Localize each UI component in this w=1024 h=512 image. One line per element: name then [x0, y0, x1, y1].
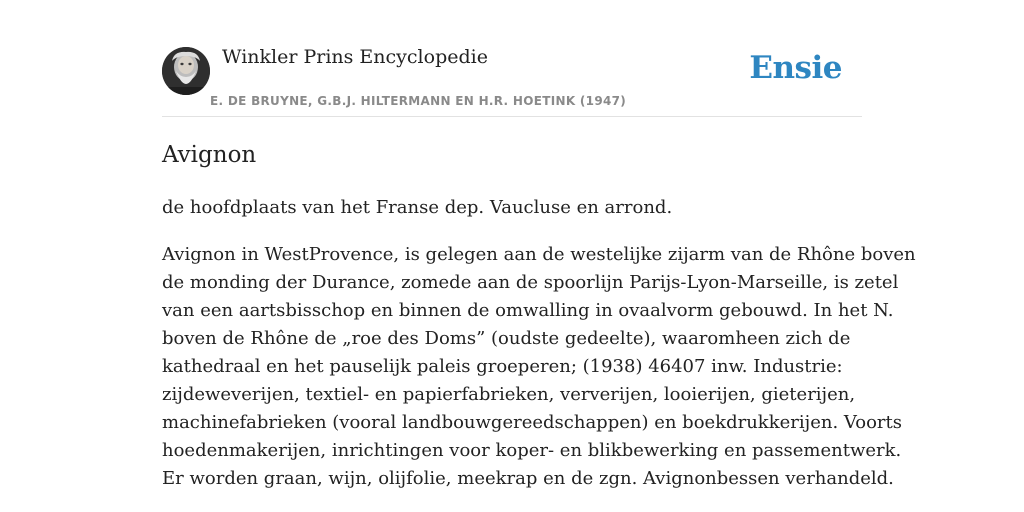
body-line: boven de Rhône de „roe des Doms” (oudste gedeelte), waaromheen zich de — [162, 328, 851, 349]
body-line: van een aartsbisschop en binnen de omwalling in ovaalvorm gebouwd. In het N. — [162, 300, 894, 321]
article-lead: de hoofdplaats van het Franse dep. Vaucluse en arrond. — [162, 197, 673, 218]
body-line: zijdeweverijen, textiel- en papierfabrieken, ververijen, looierijen, gieterijen, — [162, 384, 856, 405]
site-title[interactable]: Winkler Prins Encyclopedie — [222, 46, 488, 68]
body-line: machinefabrieken (vooral landbouwgereedschappen) en boekdrukkerijen. Voorts — [162, 412, 903, 433]
body-line: Er worden graan, wijn, olijfolie, meekrap en de zgn. Avignonbessen verhandeld. — [162, 468, 894, 489]
author-portrait-icon — [162, 47, 210, 95]
authors-line: E. DE BRUYNE, G.B.J. HILTERMANN EN H.R. HOETINK (1947) — [210, 94, 627, 108]
article — [162, 140, 916, 493]
body-line: de monding der Durance, zomede aan de spoorlijn Parijs-Lyon-Marseille, is zetel — [162, 272, 899, 293]
site-header — [162, 46, 862, 117]
author-avatar — [162, 47, 210, 95]
page-title: Avignon — [162, 142, 257, 168]
body-line: Avignon in WestProvence, is gelegen aan de westelijke zijarm van de Rhône boven — [162, 244, 916, 265]
brand-logo[interactable]: Ensie — [749, 50, 842, 86]
article-body — [162, 241, 916, 493]
body-line: kathedraal en het pauselijk paleis groeperen; (1938) 46407 inw. Industrie: — [162, 356, 843, 377]
body-line: hoedenmakerijen, inrichtingen voor koper- en blikbewerking en passementwerk. — [162, 440, 902, 461]
